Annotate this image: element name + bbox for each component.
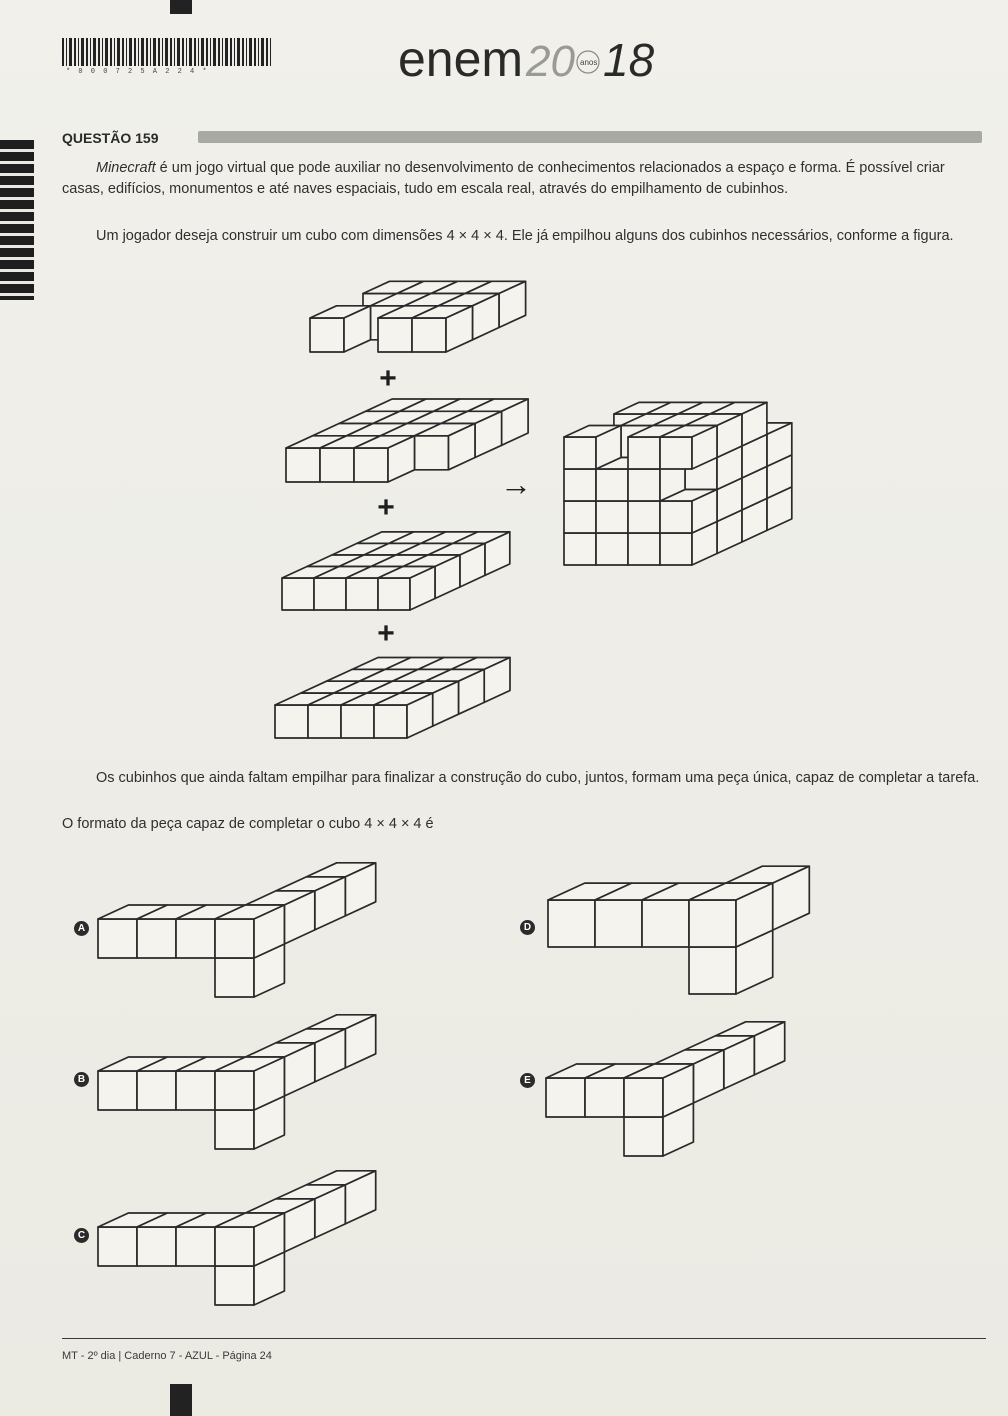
arrow-right: →: [500, 466, 532, 502]
option-b-label[interactable]: B: [74, 1072, 89, 1087]
left-timing-marks: [0, 140, 34, 300]
option-d-label[interactable]: D: [520, 920, 535, 935]
plus-sign-1: +: [379, 362, 397, 395]
option-c-label[interactable]: C: [74, 1228, 89, 1243]
cube-face: [215, 1110, 254, 1149]
plus-sign-3: +: [377, 617, 395, 650]
cube-face: [346, 578, 378, 610]
question-title-rule: [198, 131, 982, 143]
cube-face: [596, 469, 628, 501]
cube-face: [137, 1227, 176, 1266]
cube-face: [660, 501, 692, 533]
cube-face: [596, 533, 628, 565]
plus-sign-2: +: [377, 491, 395, 524]
cube-face: [624, 1117, 663, 1156]
footer-rule: [62, 1338, 986, 1339]
cube-face: [215, 919, 254, 958]
svg-text:enem: enem: [398, 31, 524, 87]
cube-face: [320, 448, 354, 482]
layer-bottom: [275, 738, 276, 739]
cube-face: [176, 1227, 215, 1266]
cube-face: [660, 437, 692, 469]
enem-logo: [398, 28, 668, 88]
cube-face: [98, 1227, 137, 1266]
cube-face: [548, 900, 595, 947]
cube-face: [628, 501, 660, 533]
option-e-piece: [546, 1156, 547, 1157]
option-e-label[interactable]: E: [520, 1073, 535, 1088]
option-a-label[interactable]: A: [74, 921, 89, 936]
option-d-piece: [548, 994, 549, 995]
cube-face: [546, 1078, 585, 1117]
option-b-piece: [98, 1149, 99, 1150]
cube-face: [215, 1266, 254, 1305]
option-a-piece: [98, 997, 99, 998]
cube-face: [215, 1071, 254, 1110]
cube-face: [282, 578, 314, 610]
cube-face: [689, 900, 736, 947]
layer-second: [286, 482, 287, 483]
logo-anos: anos: [580, 58, 598, 67]
cube-face: [310, 318, 344, 352]
cube-face: [314, 578, 346, 610]
barcode-number: * 0 0 0 7 2 5 A 2 2 4 *: [66, 68, 209, 76]
enem-logo-graphic: [398, 28, 668, 88]
statement-paragraph-4: O formato da peça capaz de completar o cubo 4 × 4 × 4 é: [62, 816, 434, 832]
cube-face: [378, 318, 412, 352]
cube-face: [564, 533, 596, 565]
cube-face: [624, 1078, 663, 1117]
cube-face: [308, 705, 341, 738]
layer-top: [310, 352, 311, 353]
cube-face: [415, 436, 449, 470]
cube-face: [689, 947, 736, 994]
statement-paragraph-1: [62, 158, 984, 199]
cube-face: [585, 1078, 624, 1117]
statement-paragraph-2: Um jogador deseja construir um cubo com dimensões 4 × 4 × 4. Ele já empilhou alguns dos cubinhos necessários, conforme a figura.: [96, 228, 954, 244]
svg-text:20: 20: [526, 37, 575, 86]
cube-face: [564, 437, 596, 469]
top-binding-mark: [170, 0, 192, 14]
cube-face: [412, 318, 446, 352]
cube-face: [378, 578, 410, 610]
cube-face: [137, 1071, 176, 1110]
cube-face: [628, 533, 660, 565]
cube-face: [275, 705, 308, 738]
cube-face: [628, 437, 660, 469]
cube-face: [354, 448, 388, 482]
statement-paragraph-3: Os cubinhos que ainda faltam empilhar para finalizar a construção do cubo, juntos, formam uma peça única, capaz de completar a tarefa.: [96, 770, 980, 786]
barcode: [62, 38, 272, 66]
cube-face: [341, 705, 374, 738]
assembled-result: [564, 565, 565, 566]
statement-paragraph-1-text: é um jogo virtual que pode auxiliar no desenvolvimento de conhecimentos relacionados a espaço e forma. É possível criar casas, edifícios, monumentos e até naves espaciais, tudo em escala real, através do empilhamento de cubinhos.: [62, 160, 945, 197]
svg-text:18: 18: [603, 34, 655, 86]
bottom-binding-mark: [170, 1384, 192, 1416]
cube-face: [564, 469, 596, 501]
cube-face: [176, 919, 215, 958]
cube-face: [596, 501, 628, 533]
cube-face: [98, 1071, 137, 1110]
cube-face: [176, 1071, 215, 1110]
cube-face: [374, 705, 407, 738]
cube-face: [595, 900, 642, 947]
cube-face: [628, 469, 660, 501]
cube-face: [215, 1227, 254, 1266]
cube-face: [98, 919, 137, 958]
cube-face: [215, 958, 254, 997]
cube-face: [137, 919, 176, 958]
footer-text: MT - 2º dia | Caderno 7 - AZUL - Página 24: [62, 1350, 272, 1362]
cube-face: [660, 533, 692, 565]
cube-face: [286, 448, 320, 482]
cube-face: [642, 900, 689, 947]
cube-face: [564, 501, 596, 533]
question-title: QUESTÃO 159: [62, 130, 159, 146]
layer-third: [282, 610, 283, 611]
minecraft-term: Minecraft: [96, 160, 156, 176]
option-c-piece: [98, 1305, 99, 1306]
